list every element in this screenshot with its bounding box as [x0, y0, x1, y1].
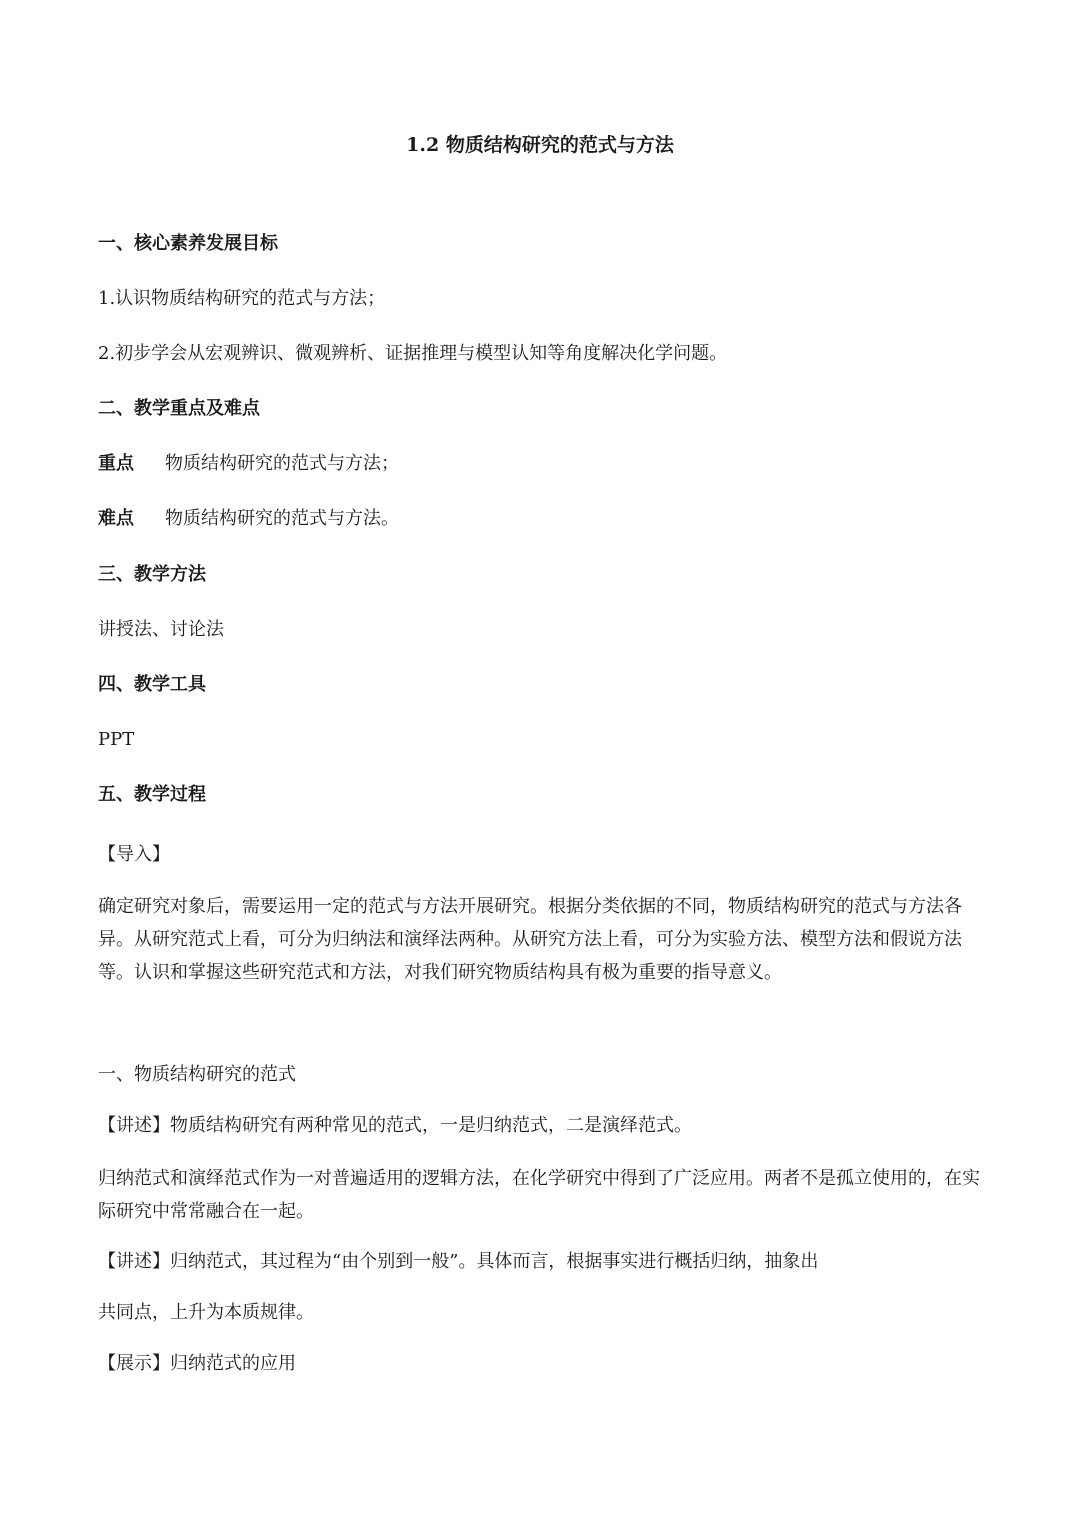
- section-heading-tools: 四、教学工具: [98, 674, 206, 695]
- key-point-row: [98, 450, 988, 478]
- talk-label-2: 【讲述】: [98, 1251, 170, 1272]
- difficulty-row: [98, 505, 988, 533]
- talk-text-2-continued: 共同点，上升为本质规律。: [98, 1302, 314, 1323]
- show-text: 归纳范式的应用: [170, 1353, 296, 1374]
- tools-text: PPT: [98, 729, 135, 750]
- difficulty-text: 物质结构研究的范式与方法。: [165, 508, 399, 529]
- section-heading-key-points: 二、教学重点及难点: [98, 398, 260, 419]
- difficulty-label: 难点: [98, 508, 134, 529]
- talk-text-2: 归纳范式，其过程为“由个别到一般”。具体而言，根据事实进行概括归纳，抽象出: [170, 1251, 819, 1272]
- talk-row-2: [98, 1248, 988, 1276]
- intro-paragraph: 确定研究对象后，需要运用一定的范式与方法开展研究。根据分类依据的不同，物质结构研究的范式与方法各异。从研究范式上看，可分为归纳法和演绎法两种。从研究方法上看，可分为实验方法、模型方法和假说方法等。认识和掌握这些研究范式和方法，对我们研究物质结构具有极为重要的指导意义。: [98, 896, 962, 983]
- section-heading-goals: 一、核心素养发展目标: [98, 233, 278, 254]
- key-point-text: 物质结构研究的范式与方法；: [165, 453, 399, 474]
- paradigm-paragraph: 归纳范式和演绎范式作为一对普遍适用的逻辑方法，在化学研究中得到了广泛应用。两者不是孤立使用的，在实际研究中常常融合在一起。: [98, 1168, 980, 1222]
- section-heading-process: 五、教学过程: [98, 784, 206, 805]
- section-heading-methods: 三、教学方法: [98, 564, 206, 585]
- subsection-heading-paradigm: 一、物质结构研究的范式: [98, 1064, 296, 1085]
- goal-item-2: 2.初步学会从宏观辨识、微观辨析、证据推理与模型认知等角度解决化学问题。: [98, 343, 728, 364]
- goal-item-1: 1.认识物质结构研究的范式与方法；: [98, 288, 386, 309]
- talk-text-1: 物质结构研究有两种常见的范式，一是归纳范式，二是演绎范式。: [170, 1115, 692, 1136]
- key-point-label: 重点: [98, 453, 134, 474]
- talk-row-1: [98, 1112, 988, 1140]
- page-title: 1.2 物质结构研究的范式与方法: [406, 134, 674, 156]
- intro-label: 【导入】: [98, 844, 170, 865]
- show-row: [98, 1350, 988, 1378]
- methods-text: 讲授法、讨论法: [98, 619, 224, 640]
- talk-label-1: 【讲述】: [98, 1115, 170, 1136]
- show-label: 【展示】: [98, 1353, 170, 1374]
